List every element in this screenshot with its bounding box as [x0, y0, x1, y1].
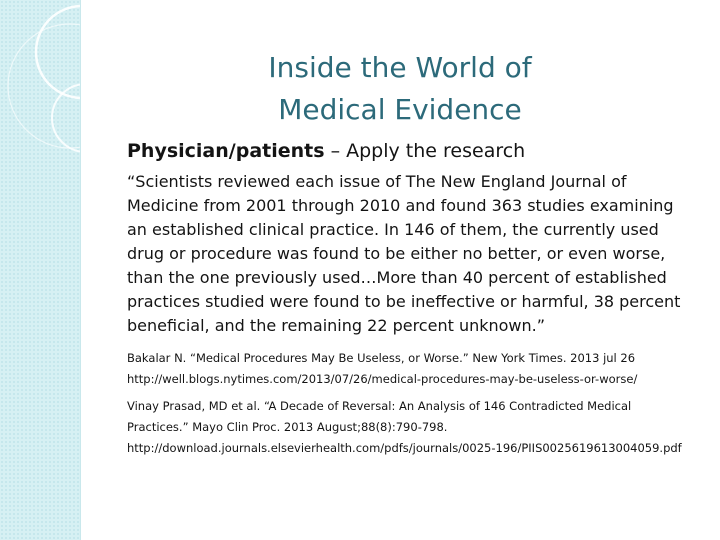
- slide-body: [127, 138, 692, 465]
- decorative-circles: [0, 0, 80, 540]
- title-line-2: Medical Evidence: [278, 92, 522, 126]
- decorative-sidebar: [0, 0, 81, 540]
- heading-bold: Physician/patients: [127, 140, 325, 162]
- reference-2: Vinay Prasad, MD et al. “A Decade of Reversal: An Analysis of 146 Contradicted Medical Practices.” Mayo Clin Proc. 2013 August;88(8):790-798. http://download.journals.elsevierhealth.com/pdfs/journals/0025-196/PIIS0025619613004059.pdf: [127, 399, 682, 455]
- bullet-heading: [127, 138, 692, 164]
- reference-1: Bakalar N. “Medical Procedures May Be Useless, or Worse.” New York Times. 2013 jul 26 http://well.blogs.nytimes.com/2013/07/26/medical-procedures-may-be-useless-or-worse/: [127, 351, 638, 386]
- title-line-1: Inside the World of: [268, 50, 532, 84]
- slide-title: [170, 47, 630, 131]
- heading-rest: – Apply the research: [324, 140, 526, 162]
- quote-paragraph: “Scientists reviewed each issue of The New England Journal of Medicine from 2001 through 2010 and found 363 studies examining an established clinical practice. In 146 of them, the currently used drug or procedure was found to be either no better, or even worse, than the one previously used…More than 40 percent of established practices studied were found to be ineffective or harmful, 38 percent beneficial, and the remaining 22 percent unknown.”: [127, 172, 681, 335]
